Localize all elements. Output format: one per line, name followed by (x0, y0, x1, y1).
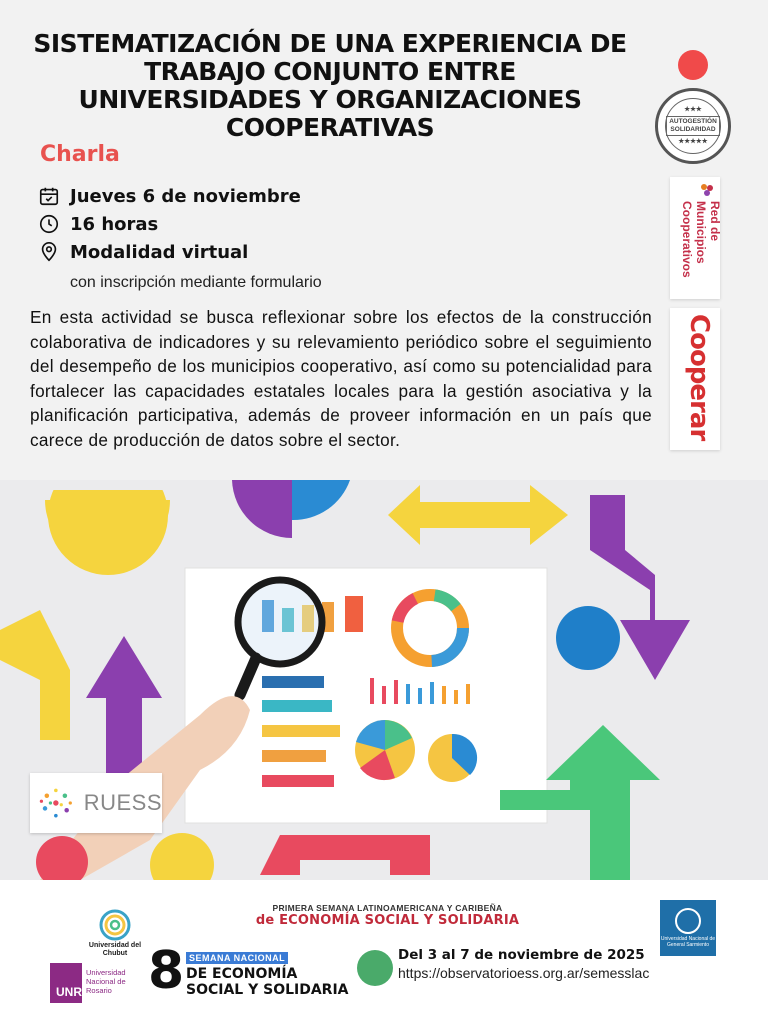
primera-line1: PRIMERA SEMANA LATINOAMERICANA Y CARIBEÑA (272, 903, 503, 913)
ruess-logo (30, 773, 162, 833)
event-dates-block (398, 947, 649, 981)
event-type-label: Charla (40, 142, 120, 167)
primera-semana-banner (255, 903, 520, 928)
unr-logo (50, 963, 135, 1003)
universidad-chubut-logo (85, 898, 145, 958)
semana-tag: SEMANA NACIONAL (186, 952, 288, 964)
chubut-label: Universidad del Chubut (88, 942, 142, 957)
primera-line2: de ECONOMÍA SOCIAL Y SOLIDARIA (255, 913, 520, 928)
ungs-logo (660, 900, 716, 956)
ruess-network-icon (36, 781, 76, 825)
event-time: 16 horas (70, 213, 159, 235)
clock-icon (38, 213, 60, 235)
ruess-text: RUESS (83, 790, 162, 815)
decorative-green-dot (357, 950, 393, 986)
week-dates: Del 3 al 7 de noviembre de 2025 (398, 947, 645, 963)
semana-nacional-block (186, 948, 349, 998)
seal-text: ★★★ AUTOGESTIÓN SOLIDARIDAD ★★★★★ (665, 98, 721, 154)
semana-line2: SOCIAL Y SOLIDARIA (186, 982, 349, 998)
event-date: Jueves 6 de noviembre (70, 185, 301, 207)
red-municipios-logo (670, 177, 720, 299)
unr-abbr: UNR (50, 963, 82, 1003)
cooperar-text: Cooperar (684, 314, 714, 441)
event-details (38, 182, 301, 266)
red-municipios-mark-icon (700, 183, 714, 197)
unr-name: Universidad Nacional de Rosario (86, 968, 126, 995)
cooperar-logo (670, 308, 720, 450)
registration-note: con inscripción mediante formulario (70, 274, 322, 291)
page-title: SISTEMATIZACIÓN DE UNA EXPERIENCIA DE TRABAJO CONJUNTO ENTRE UNIVERSIDADES Y ORGANIZACIONES COOPERATIVAS (33, 29, 627, 142)
autogestion-seal-logo (655, 88, 731, 164)
decorative-red-dot (678, 50, 708, 80)
calendar-icon (38, 185, 60, 207)
semana-line1: DE ECONOMÍA (186, 966, 298, 982)
date-row (38, 182, 301, 210)
event-mode: Modalidad virtual (70, 241, 249, 263)
event-description: En esta actividad se busca reflexionar sobre los efectos de la construcción colaborativa de indicadores y su relevamiento periódico sobre el seguimiento del desempeño de los municipios cooperativo, así como su potencialidad para fortalecer las capacidades estatales locales para la gestión asociativa y la planificación participativa, además de proveer información en un país que carece de producción de datos sobre el sector. (30, 307, 652, 450)
ungs-label: Universidad Nacional de General Sarmiento (660, 936, 716, 948)
mode-row (38, 238, 301, 266)
time-row (38, 210, 301, 238)
edition-number: 8 (148, 941, 185, 1001)
chubut-rings-icon (97, 908, 133, 942)
ungs-mark-icon (675, 908, 701, 934)
website-link[interactable]: https://observatorioess.org.ar/semesslac (398, 965, 650, 981)
location-pin-icon (38, 241, 60, 263)
red-municipios-text: Red de Municipios Cooperativos (680, 201, 722, 278)
